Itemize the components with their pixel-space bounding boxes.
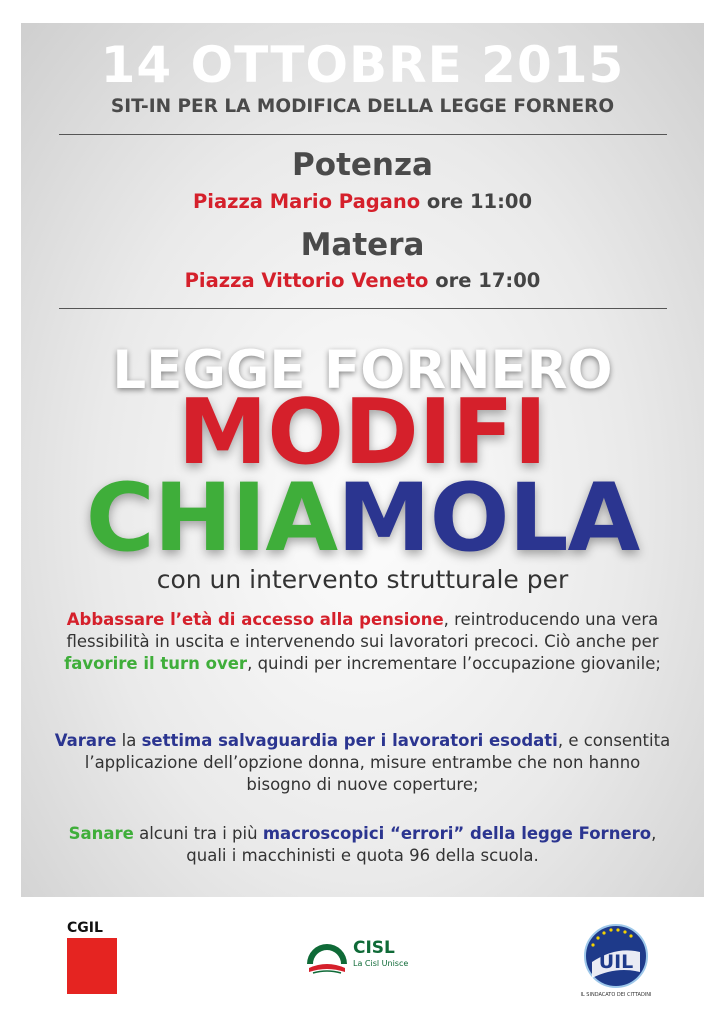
cisl-logo-slogan: La Cisl Unisce <box>353 959 409 968</box>
venue-potenza-place: Piazza Mario Pagano <box>192 190 421 213</box>
divider-top <box>59 134 667 135</box>
headline-modifi: MODIFI <box>177 380 548 485</box>
divider-bottom <box>59 308 667 309</box>
cgil-logo <box>67 920 117 994</box>
paragraph-salvaguardia <box>51 730 674 796</box>
p2-highlight-varare: Varare <box>54 731 117 750</box>
cisl-logo-name: CISL <box>353 938 395 958</box>
uil-logo-caption: IL SINDACATO DEI CITTADINI <box>580 992 652 998</box>
venue-matera-time: ore 17:00 <box>435 269 541 292</box>
headline-legge-fornero: LEGGE FORNERO <box>112 340 613 401</box>
cgil-logo-text: CGIL <box>67 920 103 936</box>
p3-text-1: alcuni tra i più <box>133 824 263 843</box>
p1-text-2: , quindi per incrementare l’occupazione giovanile; <box>247 654 661 673</box>
paragraph-errori <box>51 823 674 867</box>
venue-matera <box>21 268 704 294</box>
uil-logo <box>582 922 650 1004</box>
venue-matera-place: Piazza Vittorio Veneto <box>184 269 429 292</box>
p2-highlight-salvaguardia: settima salvaguardia per i lavoratori esodati <box>141 731 558 750</box>
p2-text-1: la <box>116 731 142 750</box>
p2-text-2: , e consentita l’applicazione dell’opzione donna, misure entrambe che non hanno bisogno di nuove coperture; <box>84 731 671 794</box>
event-subtitle: SIT-IN PER LA MODIFICA DELLA LEGGE FORNERO <box>110 96 615 117</box>
headline-chiamola <box>21 464 704 573</box>
cgil-red-square <box>67 938 117 994</box>
uil-logo-text: UIL <box>598 951 634 973</box>
cisl-logo <box>305 938 425 998</box>
tagline: con un intervento strutturale per <box>156 565 569 594</box>
p3-highlight-errori: macroscopici “errori” della legge Fornero <box>262 824 652 843</box>
headline-chia: CHIA <box>85 464 338 573</box>
union-logos <box>0 910 724 1024</box>
city-potenza: Potenza <box>292 147 433 183</box>
city-matera: Matera <box>300 227 425 263</box>
venue-potenza <box>21 189 704 215</box>
poster-panel <box>21 23 704 897</box>
p1-text-1: , reintroducendo una vera flessibilità in uscita e intervenendo sui lavoratori precoci. Ciò anche per <box>66 610 659 651</box>
cisl-emblem-icon <box>305 938 349 978</box>
paragraph-pensione <box>51 609 674 675</box>
venue-potenza-time: ore 11:00 <box>426 190 533 213</box>
p1-highlight-turnover: favorire il turn over <box>64 654 248 673</box>
event-date: 14 OTTOBRE 2015 <box>100 36 625 94</box>
p3-text-2: , quali i macchinisti e quota 96 della scuola. <box>186 824 657 865</box>
p3-highlight-sanare: Sanare <box>68 824 134 843</box>
p1-highlight-pensione: Abbassare l’età di accesso alla pensione <box>66 610 444 629</box>
headline-mola: MOLA <box>337 464 640 573</box>
uil-emblem-icon <box>582 922 650 990</box>
